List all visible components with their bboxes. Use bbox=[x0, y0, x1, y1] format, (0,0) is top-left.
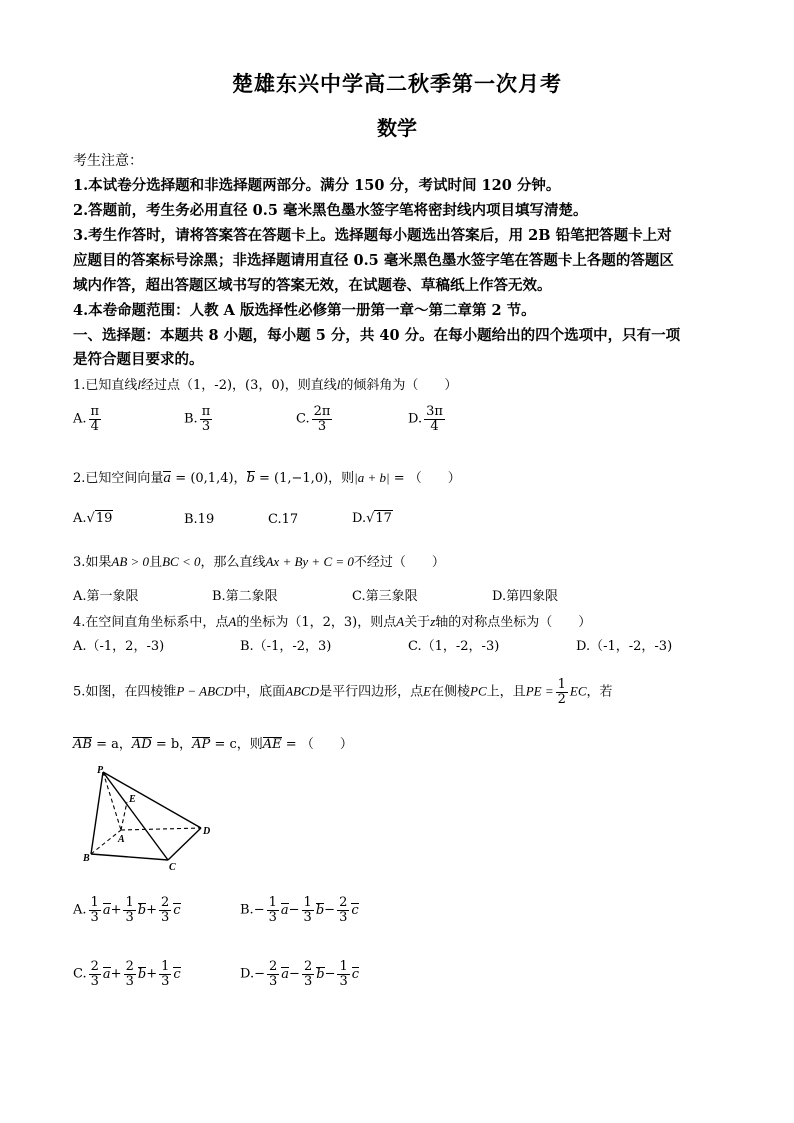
operator: + bbox=[110, 966, 122, 982]
vector-symbol: b bbox=[315, 902, 325, 918]
operator: − bbox=[254, 966, 265, 982]
vector-symbol: c bbox=[173, 902, 181, 918]
q3-option-a: A.第一象限 bbox=[73, 589, 139, 604]
notice-item: 应题目的答案标号涂黑；非选择题请用直径 0.5 毫米黑色墨水签字笔在答题卡上各题的答题区 bbox=[73, 252, 674, 269]
vector-symbol: b bbox=[316, 966, 325, 982]
question-5-stem: 5.如图，在四棱锥P − ABCD中，底面ABCD是平行四边形，点E在侧棱PC上，且PE = $\frac{1}{2}$ EC，若 bbox=[73, 677, 613, 707]
vector-symbol: c bbox=[173, 966, 181, 982]
notice-heading: 考生注意： bbox=[73, 153, 143, 169]
q5-option-d bbox=[240, 960, 359, 988]
q2-option-c: C.17 bbox=[268, 512, 299, 527]
question-3-stem: 3.如果AB > 0且BC < 0，那么直线Ax + By + C = 0不经过（ ） bbox=[73, 554, 445, 570]
q5-option-c bbox=[73, 960, 181, 988]
vector-symbol: c bbox=[351, 966, 360, 982]
notice-item: 1.本试卷分选择题和非选择题两部分。满分 150 分，考试时间 120 分钟。 bbox=[73, 177, 561, 194]
vector-symbol: a bbox=[102, 966, 111, 982]
question-5-stem-cont: AB = a，AD = b，AP = c，则AE = （ ） bbox=[73, 737, 353, 752]
q1-option-a: A. $\frac{\pi}{4}$ bbox=[73, 404, 100, 434]
label-c: C bbox=[169, 862, 176, 873]
vector-symbol: c bbox=[351, 902, 359, 918]
q3-option-d: D.第四象限 bbox=[492, 589, 559, 604]
label-b: B bbox=[83, 853, 90, 864]
operator: − bbox=[289, 966, 300, 982]
exam-title: 楚雄东兴中学高二秋季第一次月考 bbox=[232, 71, 562, 96]
option-label: D. bbox=[240, 966, 255, 982]
segment-ae bbox=[121, 802, 127, 830]
fraction: $\frac{2}{3}$ bbox=[303, 959, 313, 989]
edge-bc bbox=[91, 854, 168, 860]
option-label: B. bbox=[240, 902, 254, 918]
q1-option-c: C. $\frac{2\pi}{3}$ bbox=[296, 404, 331, 434]
q2-option-b: B.19 bbox=[184, 512, 215, 527]
label-p: P bbox=[97, 765, 104, 776]
edge-cd bbox=[168, 828, 201, 860]
vector-symbol: b bbox=[137, 966, 147, 982]
q5-option-b bbox=[240, 896, 359, 924]
edge-pc bbox=[103, 772, 168, 860]
notice-item: 3.考生作答时，请将答案答在答题卡上。选择题每小题选出答案后，用 2B 铅笔把答题卡上对 bbox=[73, 227, 672, 244]
operator: − bbox=[324, 902, 336, 918]
vector-symbol: a bbox=[102, 902, 111, 918]
operator: + bbox=[146, 902, 157, 918]
fraction: $\frac{2}{3}$ bbox=[339, 895, 348, 925]
fraction: $\frac{2}{3}$ bbox=[269, 959, 278, 989]
subject-title: 数学 bbox=[377, 116, 417, 140]
option-label: C. bbox=[73, 966, 87, 982]
edge-ad bbox=[121, 828, 201, 830]
operator: + bbox=[146, 966, 158, 982]
operator: − bbox=[288, 902, 300, 918]
vector-symbol: b bbox=[137, 902, 147, 918]
section-heading-cont: 是符合题目要求的。 bbox=[73, 351, 204, 368]
q2-option-d: D.√17 bbox=[352, 511, 392, 526]
section-heading: 一、选择题：本题共 8 小题，每小题 5 分，共 40 分。在每小题给出的四个选项中，只有一项 bbox=[73, 327, 681, 344]
operator: + bbox=[110, 902, 122, 918]
q3-option-b: B.第二象限 bbox=[212, 589, 278, 604]
q1-option-d: D. $\frac{3\pi}{4}$ bbox=[408, 404, 443, 434]
fraction: $\frac{1}{3}$ bbox=[90, 895, 99, 925]
notice-item: 2.答题前，考生务必用直径 0.5 毫米黑色墨水签字笔将密封线内项目填写清楚。 bbox=[73, 202, 588, 219]
label-e: E bbox=[129, 794, 136, 805]
label-d: D bbox=[203, 826, 211, 837]
option-label: A. bbox=[73, 902, 87, 918]
fraction: $\frac{2}{3}$ bbox=[125, 959, 134, 989]
q4-option-d: D.（-1，-2，-3) bbox=[576, 639, 673, 654]
question-4-stem: 4.在空间直角坐标系中，点A的坐标为（1，2，3)，则点A关于z轴的对称点坐标为（ ） bbox=[73, 614, 592, 630]
vector-symbol: a bbox=[280, 902, 289, 918]
q4-option-b: B.（-1，-2，3) bbox=[240, 639, 332, 654]
fraction: $\frac{1}{3}$ bbox=[268, 895, 277, 925]
fraction: $\frac{2}{3}$ bbox=[90, 959, 99, 989]
operator: − bbox=[324, 966, 336, 982]
notice-item: 域内作答，超出答题区域书写的答案无效，在试题卷、草稿纸上作答无效。 bbox=[73, 277, 552, 294]
fraction: $\frac{1}{3}$ bbox=[339, 959, 348, 989]
fraction: $\frac{2}{3}$ bbox=[161, 895, 170, 925]
label-a: A bbox=[118, 834, 125, 845]
edge-ba bbox=[91, 830, 121, 854]
operator: − bbox=[253, 902, 265, 918]
q2-option-a: A.√19 bbox=[73, 511, 113, 526]
q4-option-c: C.（1，-2，-3) bbox=[408, 639, 500, 654]
fraction: $\frac{1}{3}$ bbox=[125, 895, 134, 925]
fraction: $\frac{1}{3}$ bbox=[303, 895, 312, 925]
edge-pb bbox=[91, 772, 103, 854]
question-1-stem: 1.已知直线l经过点（1，-2)，(3，0)，则直线l的倾斜角为（ ） bbox=[73, 377, 458, 393]
q3-option-c: C.第三象限 bbox=[352, 589, 418, 604]
q1-option-b: B. $\frac{\pi}{3}$ bbox=[184, 404, 211, 434]
question-2-stem: 2.已知空间向量a = (0,1,4)，b = (1,−1,0)，则|a + b| = （ ） bbox=[73, 470, 461, 486]
notice-item: 4.本卷命题范围：人教 A 版选择性必修第一册第一章～第二章第 2 节。 bbox=[73, 302, 536, 319]
fraction: $\frac{1}{3}$ bbox=[161, 959, 170, 989]
pyramid-figure bbox=[73, 762, 218, 877]
vector-symbol: a bbox=[281, 966, 290, 982]
q4-option-a: A.（-1，2，-3) bbox=[73, 639, 165, 654]
q5-option-a bbox=[73, 896, 181, 924]
